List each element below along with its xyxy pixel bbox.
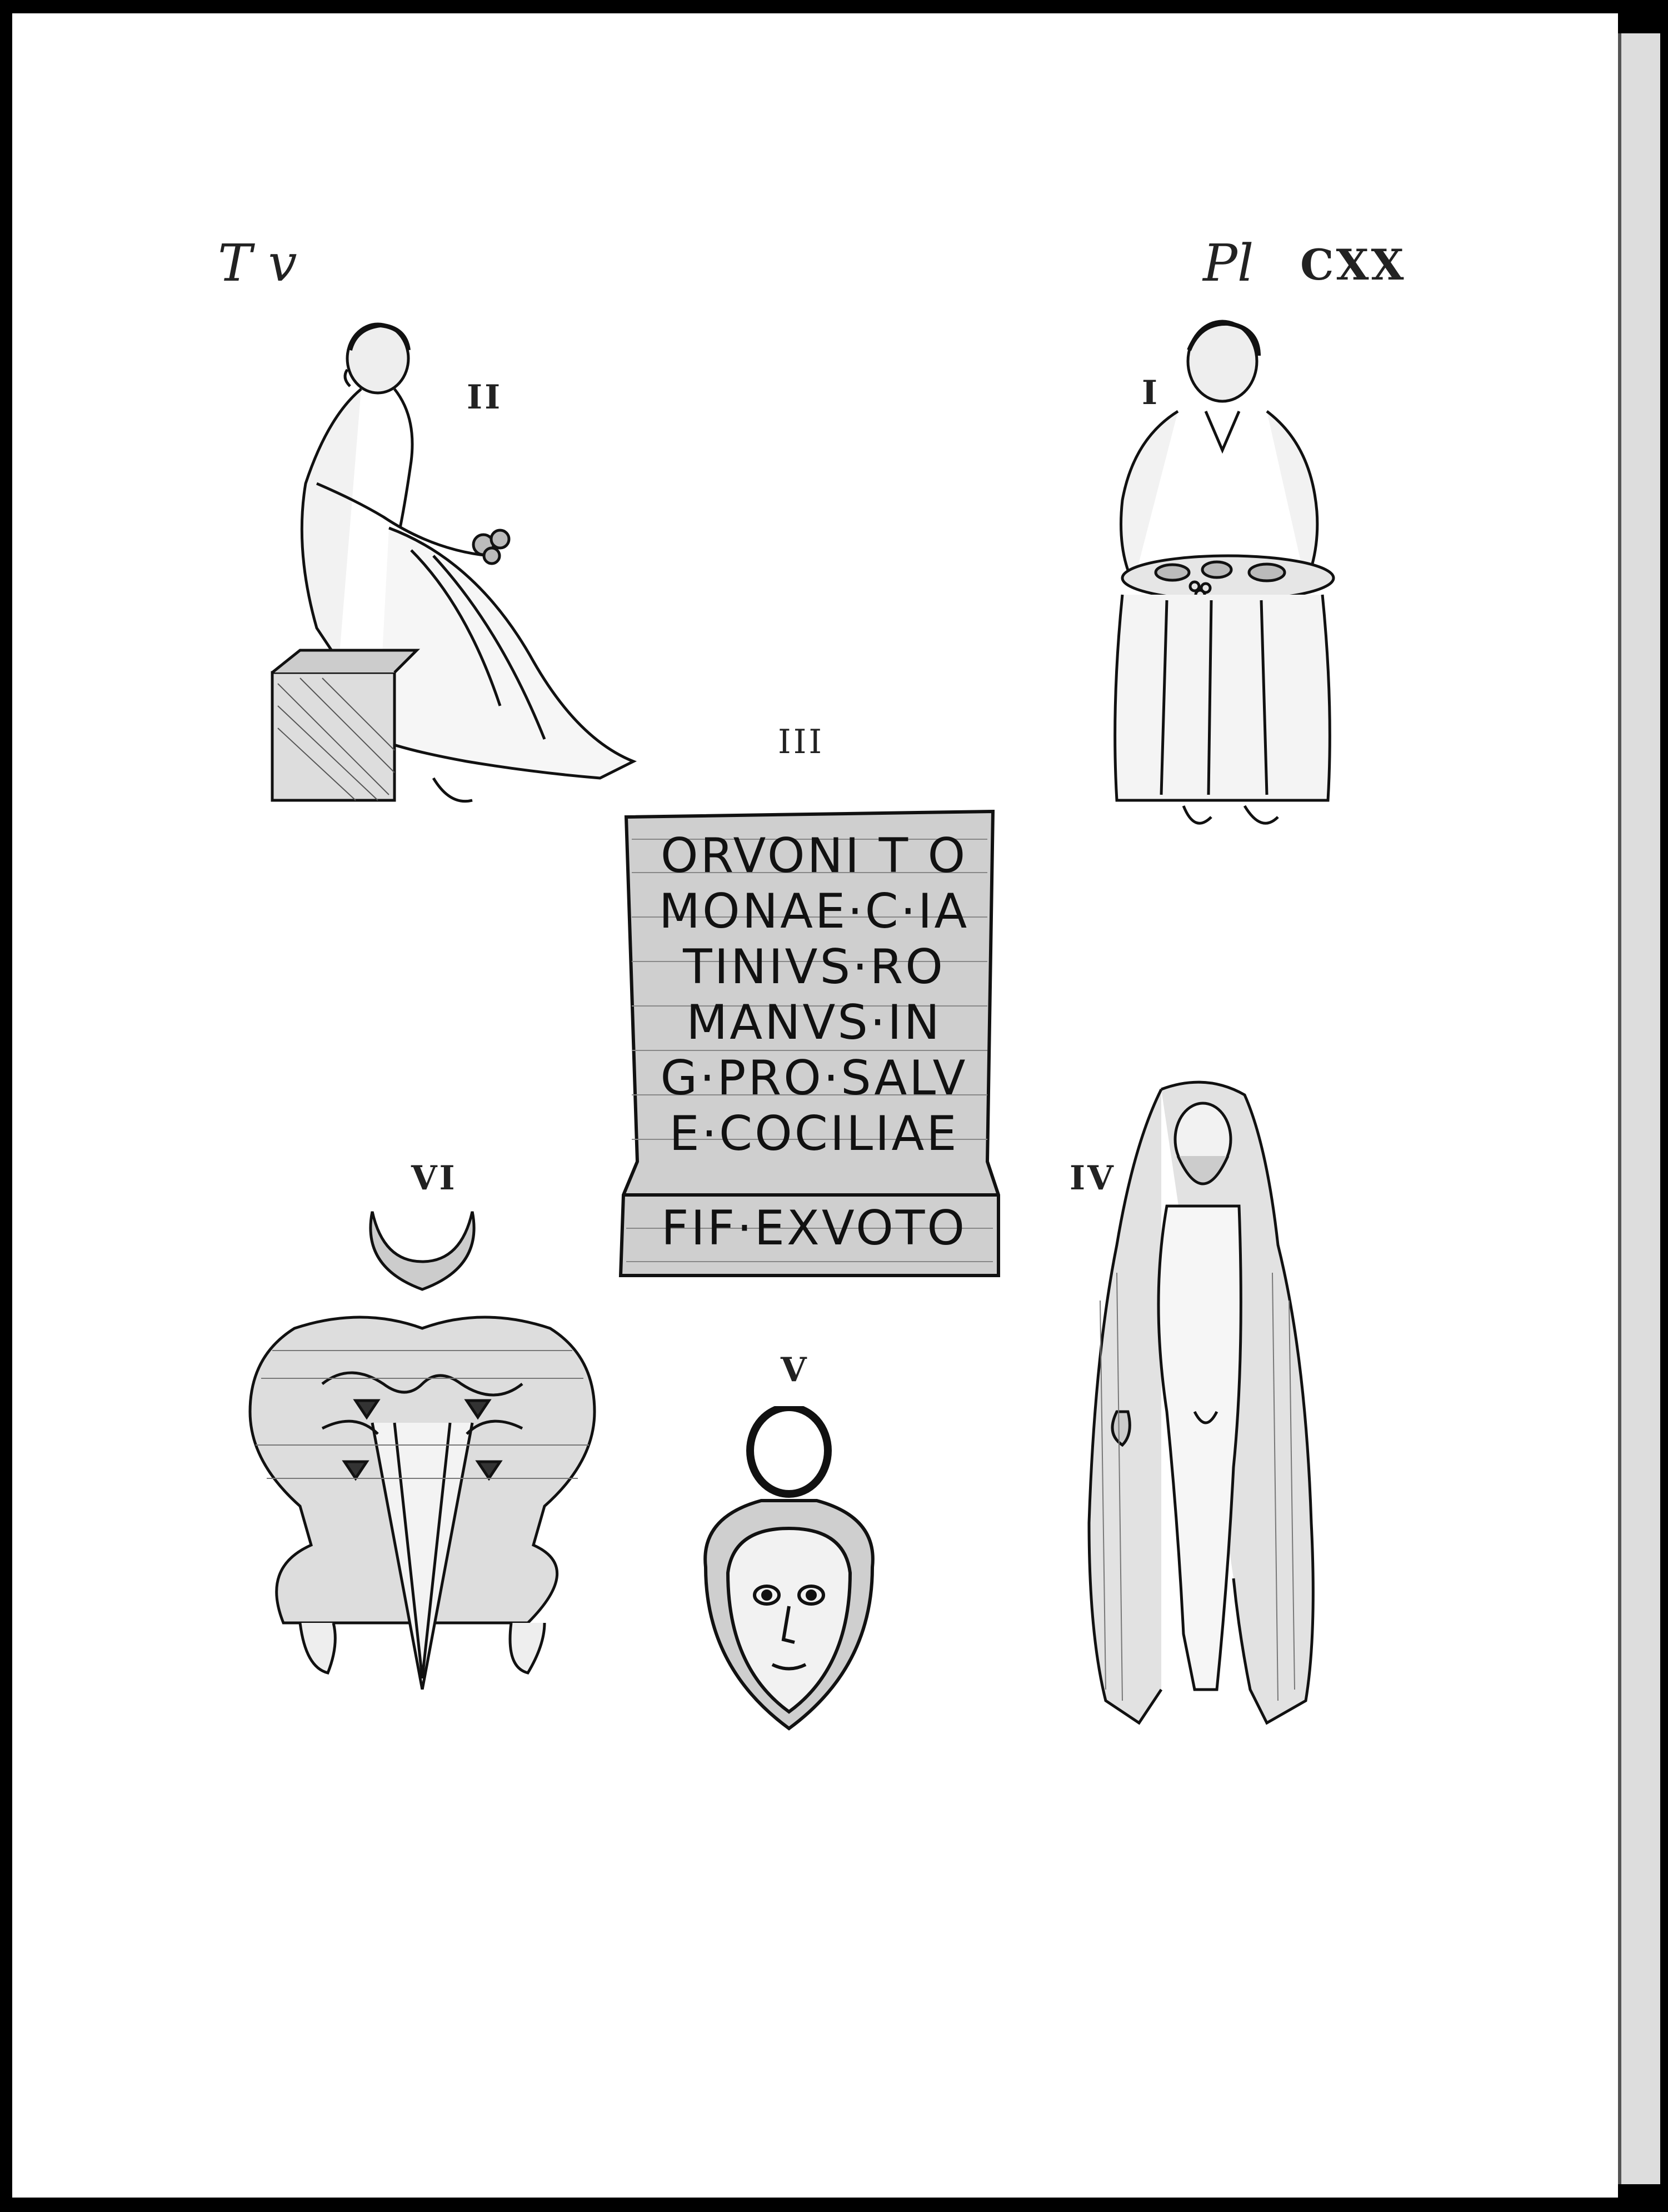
inscription-line-6: E·COCILIAE (669, 1106, 959, 1162)
figure-label-iv: IV (1070, 1159, 1116, 1198)
plate-number: CXX (1300, 240, 1406, 290)
header-left: T v (218, 233, 297, 293)
seated-woman-with-platter-icon (1100, 317, 1345, 850)
inscription-line-3: TINIVS·RO (683, 939, 945, 995)
page-edge (1618, 33, 1660, 2184)
inscription-line-5: G·PRO·SALV (660, 1050, 968, 1106)
inscription-line-4: MANVS·IN (686, 995, 942, 1050)
inscription-base: FIF·EXVOTO (661, 1200, 967, 1256)
face-pendant-icon (689, 1406, 889, 1734)
figure-label-vi: VI (411, 1159, 457, 1198)
inscription-line-2: MONAE·C·IA (658, 884, 970, 939)
figure-label-i: I (1142, 373, 1160, 412)
figure-label-v: V (781, 1351, 809, 1389)
hooded-bearded-figure-icon (1083, 1078, 1322, 1734)
figure-label-ii: II (467, 378, 503, 417)
crescent-amulet-icon (239, 1200, 606, 1690)
header-right-prefix: Pl (1203, 233, 1254, 293)
inscription-line-1: ORVONI T O (660, 828, 968, 884)
figure-label-iii: III (778, 723, 825, 761)
seated-woman-profile-icon (267, 317, 656, 817)
